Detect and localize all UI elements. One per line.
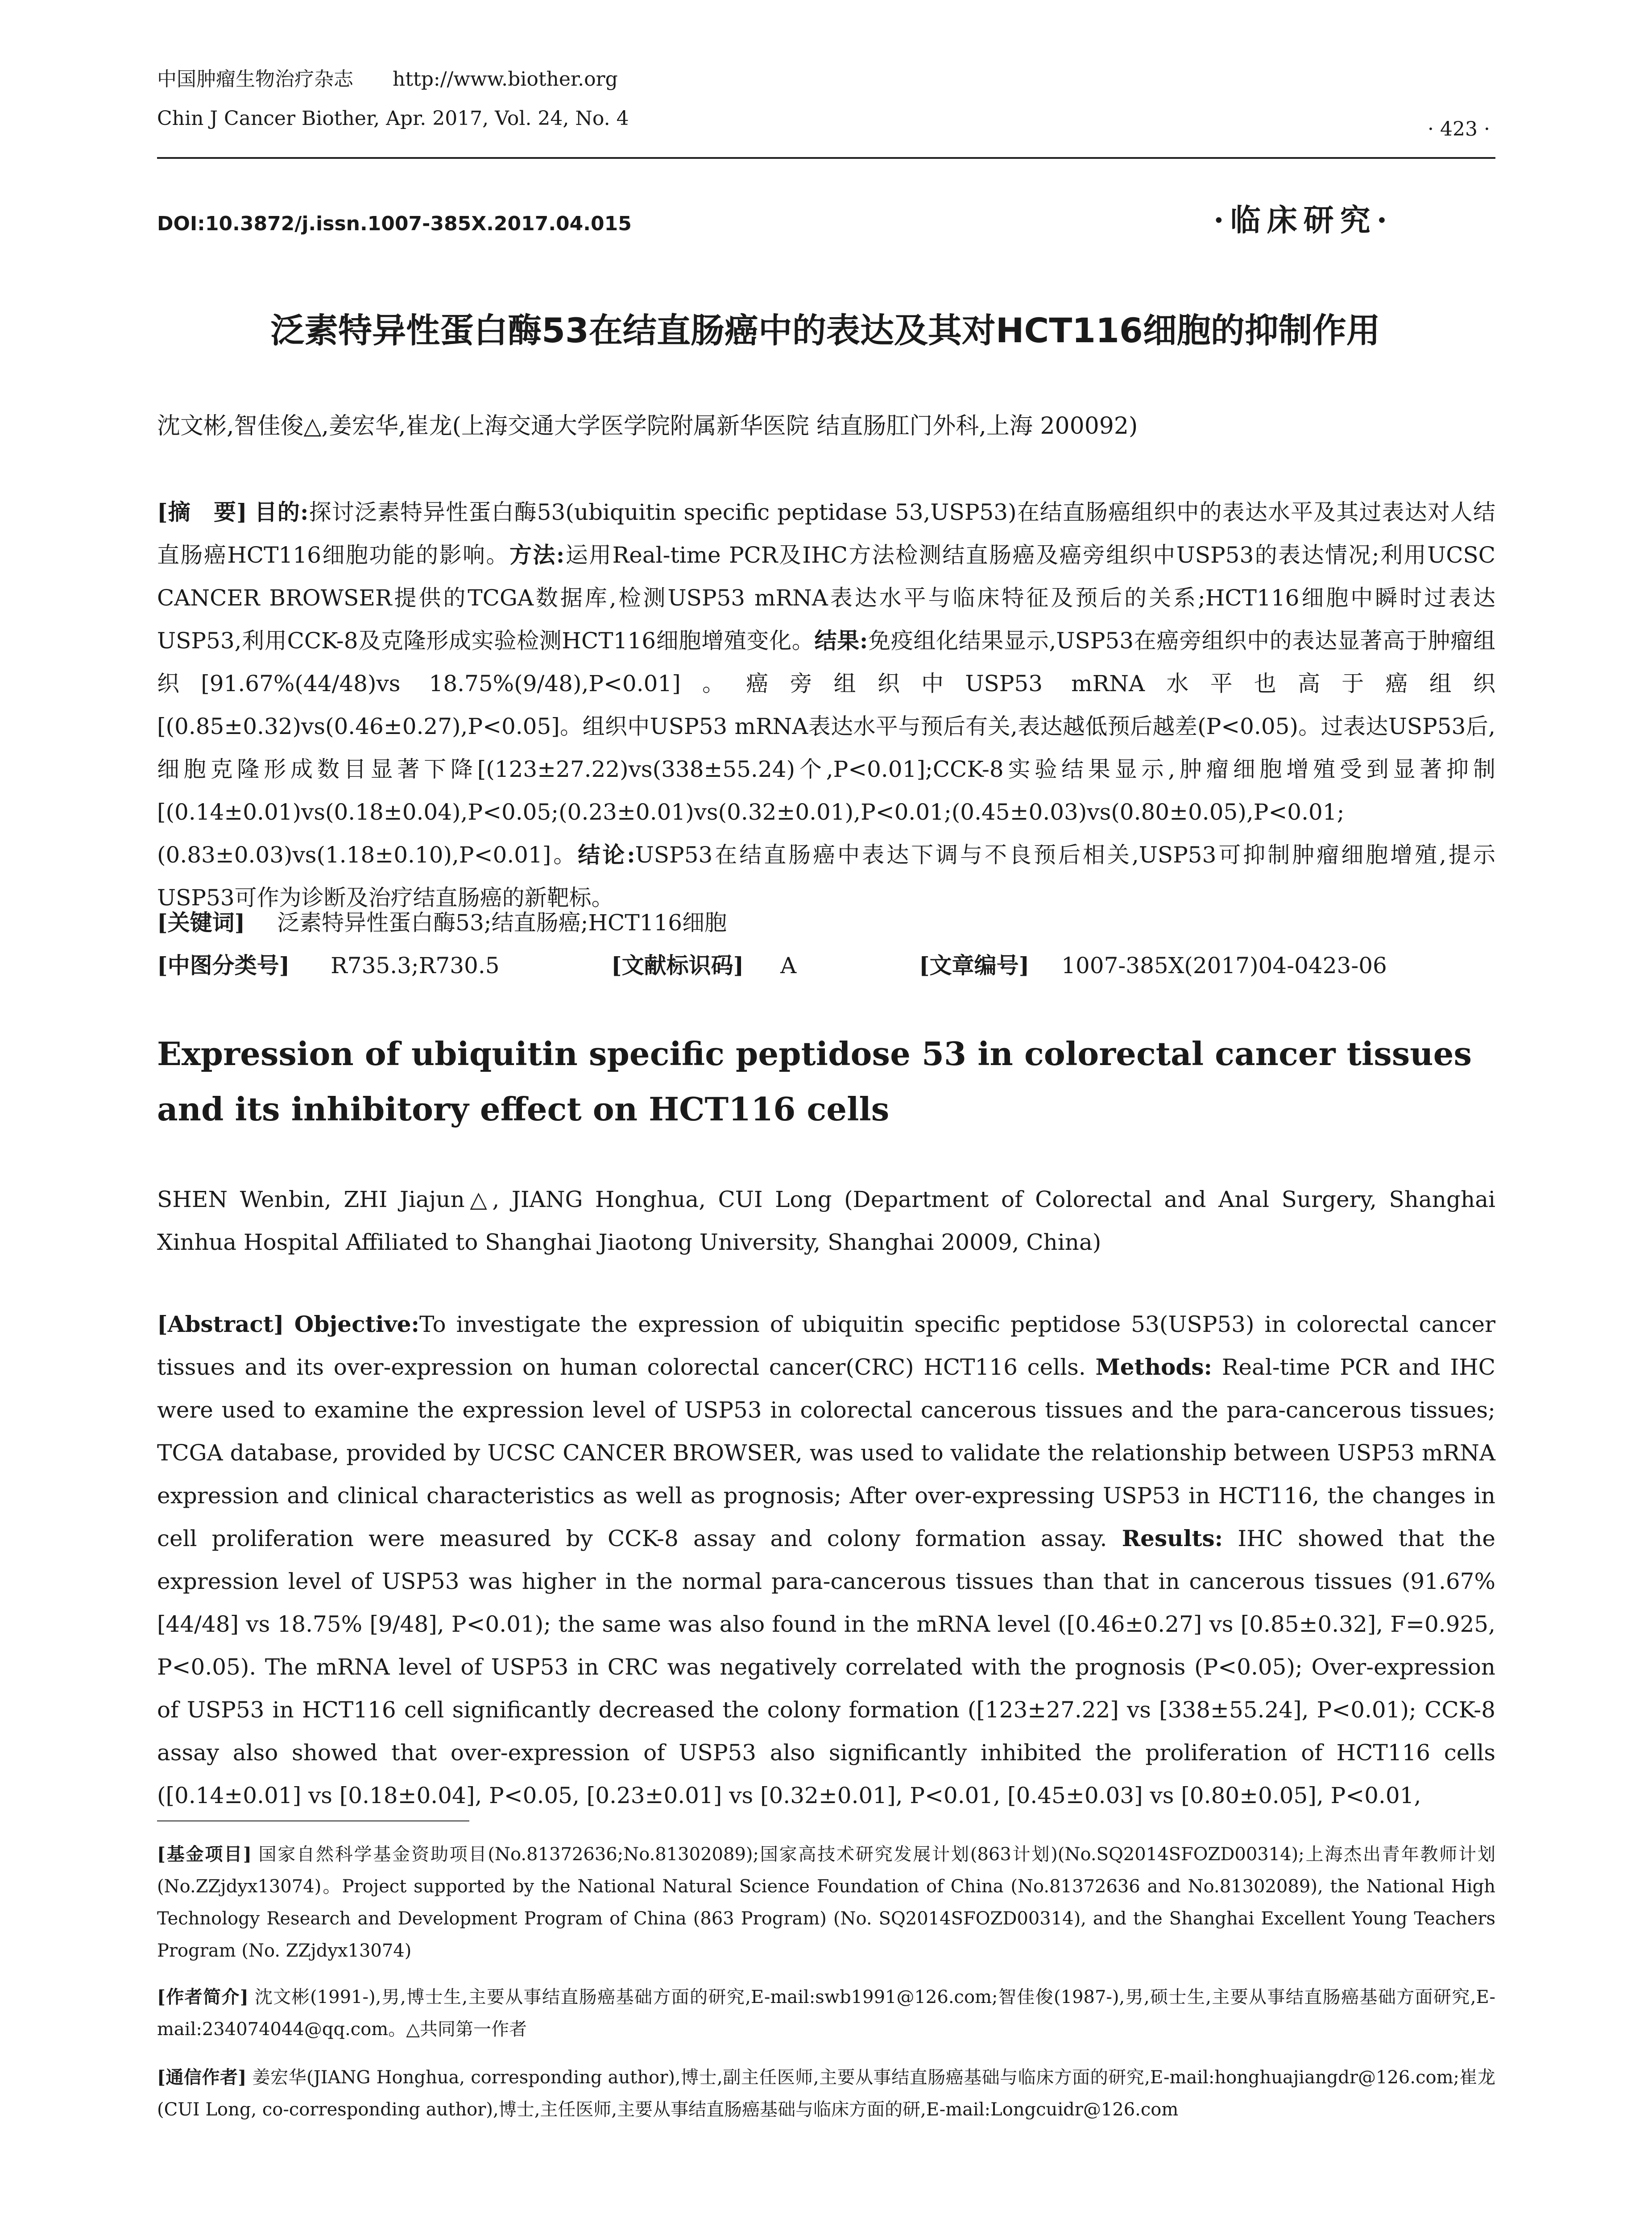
keywords-cn-label: [关键词] — [157, 909, 245, 936]
author-bio-text: 沈文彬(1991-),男,博士生,主要从事结直肠癌基础方面的研究,E-mail:swb1991@126.com;智佳俊(1987-),男,硕士生,主要从事结直肠癌基础方面研究,E-mail:234074044@qq.com。△共同第一作者 — [157, 1987, 1495, 2040]
methods-cn: 运用Real-time PCR及IHC方法检测结直肠癌及癌旁组织中USP53的表达情况;利用UCSC CANCER BROWSER提供的TCGA数据库,检测USP53 mRNA表达水平与临床特征及预后的关系;HCT116细胞中瞬时过表达USP53,利用CCK-8及克隆形成实验检测HCT116细胞增殖变化。 — [157, 542, 1495, 654]
doc-code-label: [文献标识码] — [611, 952, 744, 979]
section-label: ·临床研究· — [1213, 203, 1394, 238]
results-en-label: Results: — [1122, 1525, 1223, 1551]
title-cn: 泛素特异性蛋白酶53在结直肠癌中的表达及其对HCT116细胞的抑制作用 — [270, 311, 1380, 350]
journal-url[interactable]: http://www.biother.org — [393, 68, 618, 91]
doc-code-value: A — [780, 953, 797, 979]
article-number-value: 1007-385X(2017)04-0423-06 — [1061, 953, 1387, 979]
article-number-label: [文章编号] — [919, 952, 1030, 979]
results-cn: 免疫组化结果显示,USP53在癌旁组织中的表达显著高于肿瘤组织[91.67%(44/48)vs 18.75%(9/48),P<0.01]。癌旁组织中USP53 mRNA水平也高于癌组织[(0.85±0.32)vs(0.46±0.27),P<0.05]。组织中USP53 mRNA表达水平与预后有关,表达越低预后越差(P<0.05)。过表达USP53后,细胞克隆形成数目显著下降[(123±27.22)vs(338±55.24)个,P<0.01];CCK-8实验结果显示,肿瘤细胞增殖受到显著抑制[(0.14±0.01)vs(0.18±0.04),P<0.05;(0.23±0.01)vs(0.32±0.01),P<0.01;(0.45±0.03)vs(0.80±0.05),P<0.01;(0.83±0.03)vs(1.18±0.10),P<0.01]。 — [157, 628, 1495, 868]
methods-en-label: Methods: — [1095, 1354, 1212, 1380]
abstract-cn — [157, 491, 1495, 919]
results-cn-label: 结果: — [814, 627, 868, 654]
journal-header-en: Chin J Cancer Biother, Apr. 2017, Vol. 24, No. 4 — [157, 107, 629, 130]
funding-label: [基金项目] — [157, 1844, 252, 1865]
doc-code-row — [611, 948, 796, 980]
corresponding-label: [通信作者] — [157, 2067, 247, 2088]
keywords-cn — [157, 905, 727, 937]
corresponding-text: 姜宏华(JIANG Honghua, corresponding author),博士,副主任医师,主要从事结直肠癌基础与临床方面的研究,E-mail:honghuajiangdr@126.com;崔龙(CUI Long, co-corresponding author),博士,主任医师,主要从事结直肠癌基础与临床方面的研,E-mail:Longcuidr@126.com — [157, 2067, 1496, 2120]
authors-en: SHEN Wenbin, ZHI Jiajun△, JIANG Honghua, CUI Long (Department of Colorectal and Anal Surgery, Shanghai Xinhua Hospital Affiliated to Shanghai Jiaotong University, Shanghai 20009, China) — [157, 1186, 1495, 1255]
author-bio-label: [作者简介] — [157, 1986, 248, 2007]
footnote-author-bio — [157, 1981, 1495, 2045]
footnote-rule — [157, 1820, 469, 1821]
authors-cn: 沈文彬,智佳俊△,姜宏华,崔龙(上海交通大学医学院附属新华医院 结直肠肛门外科,上海 200092) — [157, 413, 1138, 440]
page-number: · 423 · — [1428, 118, 1490, 141]
clc-row — [157, 948, 500, 980]
clc-value: R735.3;R730.5 — [331, 953, 500, 979]
footnote-funding — [157, 1838, 1495, 1967]
methods-en: Real-time PCR and IHC were used to examine the expression level of USP53 in colorectal cancerous tissues and the para-cancerous tissues; TCGA database, provided by UCSC CANCER BROWSER, was used to validate the relationship between USP53 mRNA expression and clinical characteristics as well as prognosis; After over-expressing USP53 in HCT116, the changes in cell proliferation were measured by CCK-8 assay and colony formation assay. — [157, 1354, 1495, 1551]
conclusion-cn: USP53在结直肠癌中表达下调与不良预后相关,USP53可抑制肿瘤细胞增殖,提示USP53可作为诊断及治疗结直肠癌的新靶标。 — [157, 842, 1495, 911]
journal-header-cn — [157, 67, 618, 92]
methods-cn-label: 方法: — [509, 542, 565, 568]
abstract-en-label: [Abstract] — [157, 1311, 284, 1337]
abstract-cn-label: [摘 要] — [157, 499, 247, 525]
funding-text: 国家自然科学基金资助项目(No.81372636;No.81302089);国家高技术研究发展计划(863计划)(No.SQ2014SFOZD00314);上海杰出青年教师计划(No.ZZjdyx13074)。Project supported by the National Natural Science Foundation of China (No.81372636 and No.81302089), the National High Technology Research and Development Program of China (863 Program) (No. SQ2014SFOZD00314), and the Shanghai Excellent Young Teachers Program (No. ZZjdyx13074) — [157, 1844, 1495, 1961]
objective-cn: 探讨泛素特异性蛋白酶53(ubiquitin specific peptidase 53,USP53)在结直肠癌组织中的表达水平及其过表达对人结直肠癌HCT116细胞功能的影响。 — [157, 499, 1495, 568]
clc-label: [中图分类号] — [157, 952, 290, 979]
keywords-cn-text: 泛素特异性蛋白酶53;结直肠癌;HCT116细胞 — [277, 910, 727, 936]
conclusion-cn-label: 结论: — [578, 842, 635, 868]
title-en: Expression of ubiquitin specific peptidose 53 in colorectal cancer tissues and its inhibitory effect on HCT116 cells — [157, 1035, 1472, 1128]
objective-en: To investigate the expression of ubiquitin specific peptidose 53(USP53) in colorectal cancer tissues and its over-expression on human colorectal cancer(CRC) HCT116 cells. — [157, 1311, 1496, 1380]
objective-cn-label: 目的: — [254, 499, 309, 525]
doi: DOI:10.3872/j.issn.1007-385X.2017.04.015 — [157, 212, 632, 235]
journal-name-cn: 中国肿瘤生物治疗杂志 — [157, 68, 353, 91]
abstract-en — [157, 1303, 1495, 1817]
objective-en-label: Objective: — [294, 1311, 419, 1337]
results-en: IHC showed that the expression level of USP53 was higher in the normal para-cancerous tissues than that in cancerous tissues (91.67%[44/48] vs 18.75% [9/48], P<0.01); the same was also found in the mRNA level ([0.46±0.27] vs [0.85±0.32], F=0.925, P<0.05). The mRNA level of USP53 in CRC was negatively correlated with the prognosis (P<0.05); Over-expression of USP53 in HCT116 cell significantly decreased the colony formation ([123±27.22] vs [338±55.24], P<0.01); CCK-8 assay also showed that over-expression of USP53 also significantly inhibited the proliferation of HCT116 cells ([0.14±0.01] vs [0.18±0.04], P<0.05, [0.23±0.01] vs [0.32±0.01], P<0.01, [0.45±0.03] vs [0.80±0.05], P<0.01, — [157, 1526, 1495, 1808]
footnote-corresponding — [157, 2061, 1495, 2126]
article-number-row — [919, 948, 1387, 980]
header-rule — [157, 157, 1495, 159]
